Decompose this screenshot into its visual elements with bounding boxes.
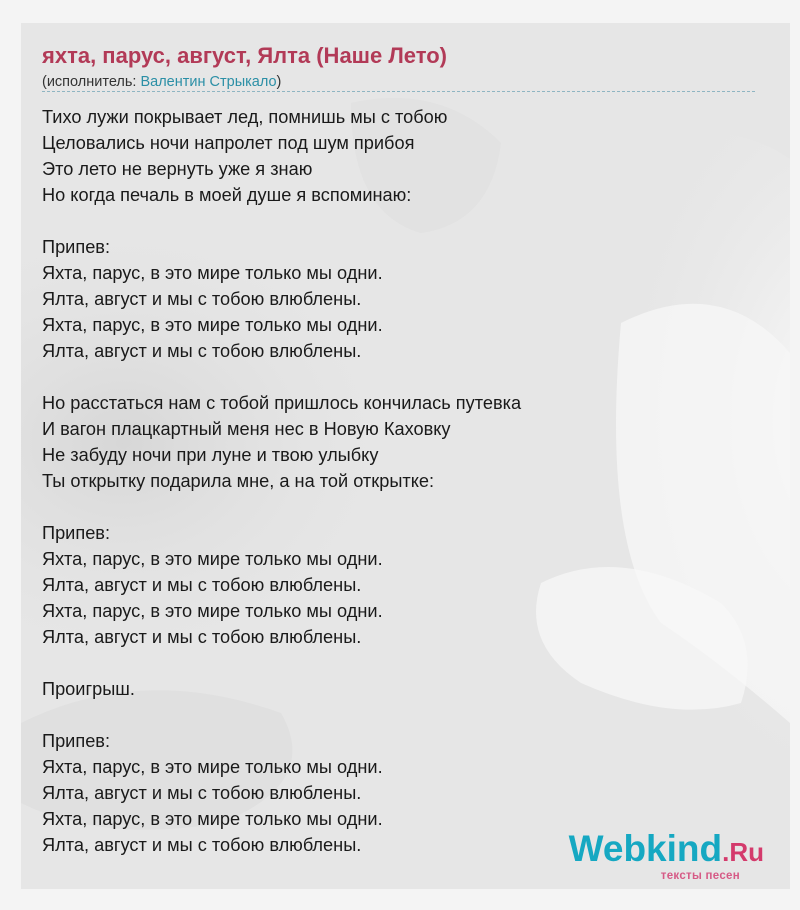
logo-brand: Webkind bbox=[568, 828, 723, 869]
lyric-line: Тихо лужи покрывает лед, помнишь мы с тобою bbox=[42, 107, 448, 127]
lyric-line: Припев: bbox=[42, 731, 111, 751]
logo-tagline: тексты песен bbox=[660, 870, 740, 882]
lyric-line: Это лето не вернуть уже я знаю bbox=[42, 159, 313, 179]
lyric-line: Проигрыш. bbox=[42, 679, 135, 699]
lyric-line: Припев: bbox=[42, 523, 111, 543]
artist-suffix: ) bbox=[276, 74, 282, 90]
lyric-line: Ялта, август и мы с тобою влюблены. bbox=[42, 627, 362, 647]
lyrics-text bbox=[42, 104, 790, 858]
lyric-line: Яхта, парус, в это мире только мы одни. bbox=[42, 315, 383, 335]
lyric-line: Припев: bbox=[42, 237, 111, 257]
lyrics-card bbox=[21, 23, 790, 889]
lyric-line: Не забуду ночи при луне и твою улыбку bbox=[42, 445, 379, 465]
logo-tld: .Ru bbox=[722, 837, 764, 867]
lyric-line bbox=[42, 702, 790, 728]
lyric-line: Ялта, август и мы с тобою влюблены. bbox=[42, 341, 362, 361]
lyric-line: Яхта, парус, в это мире только мы одни. bbox=[42, 263, 383, 283]
lyric-line: И вагон плацкартный меня нес в Новую Каховку bbox=[42, 419, 451, 439]
artist-prefix: (исполнитель: bbox=[42, 74, 141, 90]
lyric-line bbox=[42, 494, 790, 520]
lyric-line: Яхта, парус, в это мире только мы одни. bbox=[42, 601, 383, 621]
lyrics-content bbox=[21, 23, 790, 858]
title-divider bbox=[42, 91, 755, 92]
lyric-line: Яхта, парус, в это мире только мы одни. bbox=[42, 809, 383, 829]
artist-line bbox=[42, 73, 790, 91]
song-title: яхта, парус, август, Ялта (Наше Лето) bbox=[42, 43, 447, 68]
lyric-line bbox=[42, 364, 790, 390]
lyric-line: Целовались ночи напролет под шум прибоя bbox=[42, 133, 415, 153]
lyric-line bbox=[42, 650, 790, 676]
lyric-line: Ялта, август и мы с тобою влюблены. bbox=[42, 835, 362, 855]
site-logo[interactable] bbox=[569, 830, 764, 882]
artist-link[interactable]: Валентин Стрыкало bbox=[140, 74, 277, 90]
lyric-line: Ялта, август и мы с тобою влюблены. bbox=[42, 575, 362, 595]
lyric-line: Ты открытку подарила мне, а на той открытке: bbox=[42, 471, 435, 491]
lyric-line: Но когда печаль в моей душе я вспоминаю: bbox=[42, 185, 412, 205]
lyric-line: Ялта, август и мы с тобою влюблены. bbox=[42, 783, 362, 803]
lyric-line: Яхта, парус, в это мире только мы одни. bbox=[42, 757, 383, 777]
lyric-line: Но расстаться нам с тобой пришлось кончилась путевка bbox=[42, 393, 522, 413]
lyric-line bbox=[42, 208, 790, 234]
lyric-line: Ялта, август и мы с тобою влюблены. bbox=[42, 289, 362, 309]
lyric-line: Яхта, парус, в это мире только мы одни. bbox=[42, 549, 383, 569]
